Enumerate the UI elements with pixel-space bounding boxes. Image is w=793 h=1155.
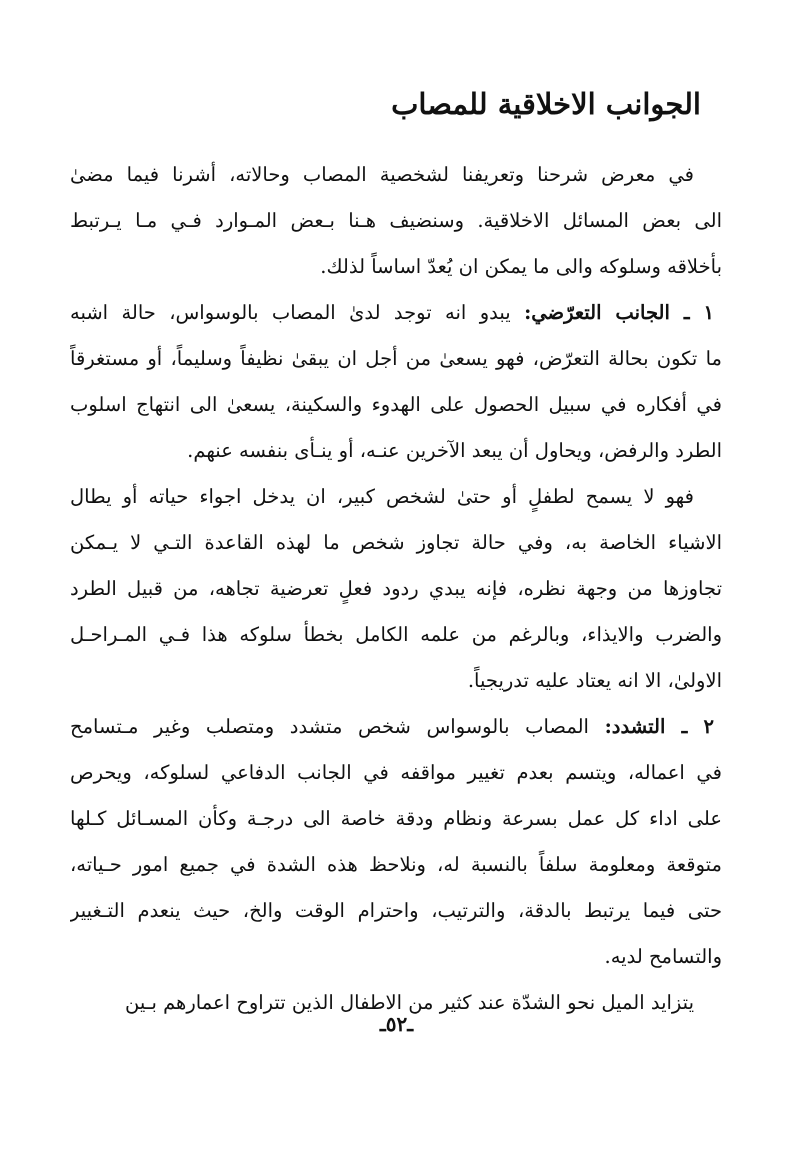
section-heading-1: ١ ـ الجانب التعرّضي: [524,301,715,324]
text-line: تجاوزها من وجهة نظره، فإنه يبدي ردود فعلٍ تعرضية تجاهه، من قبيل الطرد [70,577,722,600]
text-fragment: يبدو انه توجد لدىٰ المصاب بالوسواس، حالة اشبه [70,301,511,324]
body-text [70,152,722,1026]
text-line: والضرب والايذاء، وبالرغم من علمه الكامل بخطأ سلوكه هذا فـي المـراحـل [70,623,722,646]
text-line: الطرد والرفض، ويحاول أن يبعد الآخرين عنـه، أو ينـأى بنفسه عنهم. [187,439,722,462]
text-fragment: المصاب بالوسواس شخص متشدد ومتصلب وغير مـتسامح [70,715,589,738]
text-line: بأخلاقه وسلوكه والى ما يمكن ان يُعدّ اساساً لذلك. [320,255,722,278]
text-line: في اعماله، ويتسم بعدم تغيير مواقفه في الجانب الدفاعي لسلوكه، ويحرص [70,761,722,784]
text-line: متوقعة ومعلومة سلفاً بالنسبة له، ونلاحظ هذه الشدة في جميع امور حـياته، [70,853,722,876]
text-line: فهو لا يسمح لطفلٍ أو حتىٰ لشخص كبير، ان يدخل اجواء حياته أو يطال [70,485,694,508]
text-line: في أفكاره في سبيل الحصول على الهدوء والسكينة، يسعىٰ الى انتهاج اسلوب [70,393,722,416]
text-line: ما تكون بحالة التعرّض، فهو يسعىٰ من أجل ان يبقىٰ نظيفاً وسليماً، أو مستغرقاً [70,347,722,370]
text-line [70,704,722,750]
section-heading-2: ٢ ـ التشدد: [604,715,714,738]
page-title: الجوانب الاخلاقية للمصاب [391,87,701,121]
text-line: على اداء كل عمل بسرعة ونظام ودقة خاصة الى درجـة وكأن المسـائل كـلها [70,807,722,830]
text-line [70,290,722,336]
text-line: يتزايد الميل نحو الشدّة عند كثير من الاطفال الذين تتراوح اعمارهم بـين [125,991,694,1014]
text-line: حتى فيما يرتبط بالدقة، والترتيب، واحترام الوقت والخ، حيث ينعدم التـغيير [70,899,722,922]
text-line: والتسامح لديه. [604,945,722,968]
text-line: في معرض شرحنا وتعريفنا لشخصية المصاب وحالاته، أشرنا فيما مضىٰ [70,163,694,186]
text-line: الى بعض المسائل الاخلاقية. وسنضيف هـنا بـعض المـوارد فـي مـا يـرتبط [70,209,722,232]
text-line: الاشياء الخاصة به، وفي حالة تجاوز شخص ما لهذه القاعدة التـي لا يـمكن [70,531,722,554]
page-number: ـ٥٢ـ [379,1012,414,1036]
text-line: الاولىٰ، الا انه يعتاد عليه تدريجياً. [467,669,722,692]
